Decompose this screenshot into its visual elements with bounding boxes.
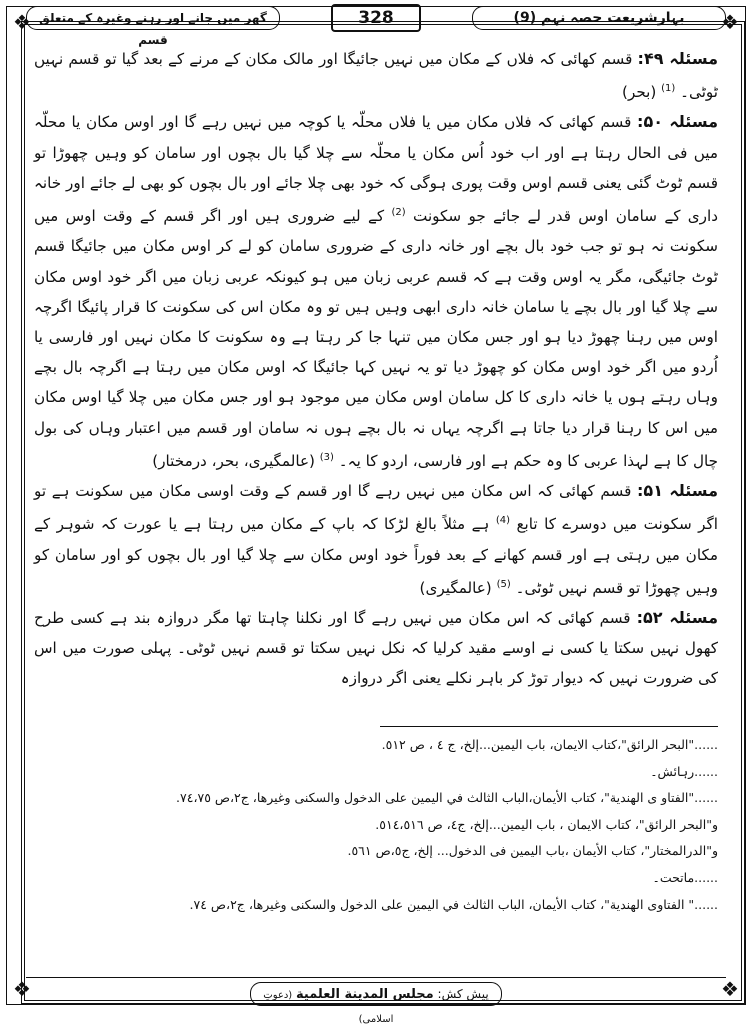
masala-text: قسم کھائی کہ فلاں کے مکان میں نہیں جائیگا اور مالک مکان کے مرنے کے بعد گیا تو قسم نہیں ٹوٹی۔ (34, 50, 718, 102)
footnote-4: ......ماتحت۔ (652, 869, 718, 885)
footnote-ref[interactable]: (1) (661, 83, 676, 95)
footnote-3: ......"الفتاو ی الهندية"، كتاب الأيمان،الباب الثالث في اليمين على الدخول والسكنى وغيرها، ج٢،ص ٧٤،٧٥. (176, 790, 718, 806)
publisher-name: مجلس المدينة العلمية (296, 987, 434, 1002)
footnote-5: ......" الفتاوى الهندية"، كتاب الأيمان، الباب الثالث في اليمين على الدخول والسكنى وغيرها، ج٢،ص ٧٤. (189, 896, 718, 912)
page-footer (250, 982, 502, 1025)
footnote-ref[interactable]: (5) (496, 578, 511, 590)
chapter-title: گھر میں جانے اور رہنے وغیرہ کے متعلق قسم (26, 6, 280, 30)
source-citation: (عالمگیری، بحر، درمختار) (152, 451, 315, 470)
footnote-ref[interactable]: (3) (319, 451, 334, 463)
masala-51 (34, 476, 718, 603)
masala-label: مسئلہ ۵۲: (636, 607, 718, 627)
footer-divider (26, 977, 726, 978)
main-text (34, 44, 718, 694)
footnote-ref[interactable]: (2) (391, 207, 406, 219)
masala-text-continued: کے لیے ضروری ہیں اور اگر قسم کے وقت اوس میں سکونت نہ ہو تو جب خود بال بچے اور خانہ داری کے ضروری سامان کو لے کر اوس مکان میں جائیگا قسم ٹوٹ جائیگی، مگر یہ اوس وقت ہے کہ قسم عربی زبان میں ہو کیونکہ عربی زبان میں اگر خود اوس مکان سے چلا گیا اور بال بچے یا سامان خانہ داری ابھی وہیں ہیں تو وہ مکان اس کی سکونت کا قرار پائیگا اگرچہ اوس میں رہنا چھوڑ دیا ہو اور جس مکان میں تنہا جا کر رہتا ہے وہ سکونت کا مکان نہیں اور فارسی یا اُردو میں اگر خود اوس مکان کو چھوڑ دیا تو یہ نہیں کہا جائیگا کہ اوس مکان میں رہتا ہے اگرچہ بال بچے وہاں رہتے ہوں یا خانہ داری کا کل سامان اوس مکان میں موجود ہو اور جس مکان میں چلا گیا اوس مکان میں اس کا رہنا قرار دیا جاتا ہے اگرچہ یہاں نہ بال بچے ہوں نہ سامان اور قسم میں اعتبار وہاں کی بول چال کا ہے لہذا عربی کا وہ حکم ہے اور فارسی، اردو کا یہ۔ (34, 207, 718, 470)
corner-ornament-icon: ❖ (721, 10, 739, 34)
source-citation: (بحر) (622, 83, 657, 102)
footnote-3b: و"البحر الرائق"، كتاب الايمان ، باب اليمين...إلخ، ج٤، ص ٥١٤،٥١٦. (375, 816, 718, 832)
masala-text: قسم کھائی کہ اس مکان میں نہیں رہے گا اور نکلنا چاہتا تھا مگر دروازہ بند ہے کسی طرح کھول نہیں سکتا یا کسی نے اوسے مقید کرلیا کہ نکل نہیں سکتا تو قسم نہیں ٹوٹی۔ پہلی صورت میں اس کی ضرورت نہیں کہ دیوار توڑ کر باہر نکلے یعنی اگر دروازہ (34, 608, 718, 688)
corner-ornament-icon: ❖ (721, 977, 739, 1001)
masala-text: قسم کھائی کہ فلاں مکان میں یا فلاں محلّہ یا کوچہ میں نہیں رہے گا اور اوس مکان یا محلّہ میں فی الحال رہتا ہے اور اب خود اُس مکان یا محلّہ سے چلا گیا بال بچوں اور سامان کو وہیں چھوڑا تو قسم ٹوٹ گئی یعنی قسم اوس وقت پوری ہوگی کہ خود بھی چلا جائے اور بال بچوں کو بھی لے جائے اور خانہ داری کے سامان اوس قدر لے جائے جو سکونت (34, 113, 719, 226)
masala-label: مسئلہ ۵۰: (637, 112, 719, 132)
footnote-ref[interactable]: (4) (495, 515, 511, 527)
footnotes (34, 732, 718, 918)
corner-ornament-icon: ❖ (13, 10, 31, 34)
masala-52 (34, 603, 718, 694)
footer-prefix: پیش کش: (437, 987, 489, 1001)
book-title: بہارشریعت حصہ نہم (9) (472, 6, 726, 30)
source-citation: (عالمگیری) (419, 578, 492, 597)
masala-text: قسم کھائی کہ اس مکان میں نہیں رہے گا اور قسم کے وقت اوسی مکان میں سکونت ہے تو اگر سکونت میں دوسرے کا تابع (34, 482, 719, 534)
corner-ornament-icon: ❖ (13, 977, 31, 1001)
publisher-org: (دعوتِ اسلامی) (263, 990, 394, 1025)
footnote-divider (380, 726, 718, 727)
masala-text-continued: ہے مثلاً بالغ لڑکا کہ باپ کے مکان میں رہتا ہے یا عورت کہ شوہر کے مکان میں رہتی ہے اور قسم کھانے کے بعد فوراً خود اوس مکان سے چلا گیا اور بال بچوں کو اور سامان کو وہیں چھوڑا تو قسم نہیں ٹوٹی۔ (34, 515, 718, 597)
masala-50 (34, 107, 718, 476)
page-number: 328 (331, 4, 421, 32)
footnote-3c: و"الدرالمختار"، كتاب الأيمان ،باب اليمين فى الدخول... إلخ، ج٥،ص ٥٦١. (347, 843, 718, 859)
footnote-2: ......رہائش۔ (650, 763, 718, 779)
masala-label: مسئلہ ۴۹: (637, 49, 719, 68)
footnote-1: ......"البحر الرائق"،کتاب الایمان، باب الیمین...إلخ، ج ٤ ، ص ٥١٢. (381, 737, 718, 752)
masala-49 (34, 44, 718, 107)
masala-label: مسئلہ ۵۱: (637, 481, 718, 501)
page-header (26, 4, 726, 47)
